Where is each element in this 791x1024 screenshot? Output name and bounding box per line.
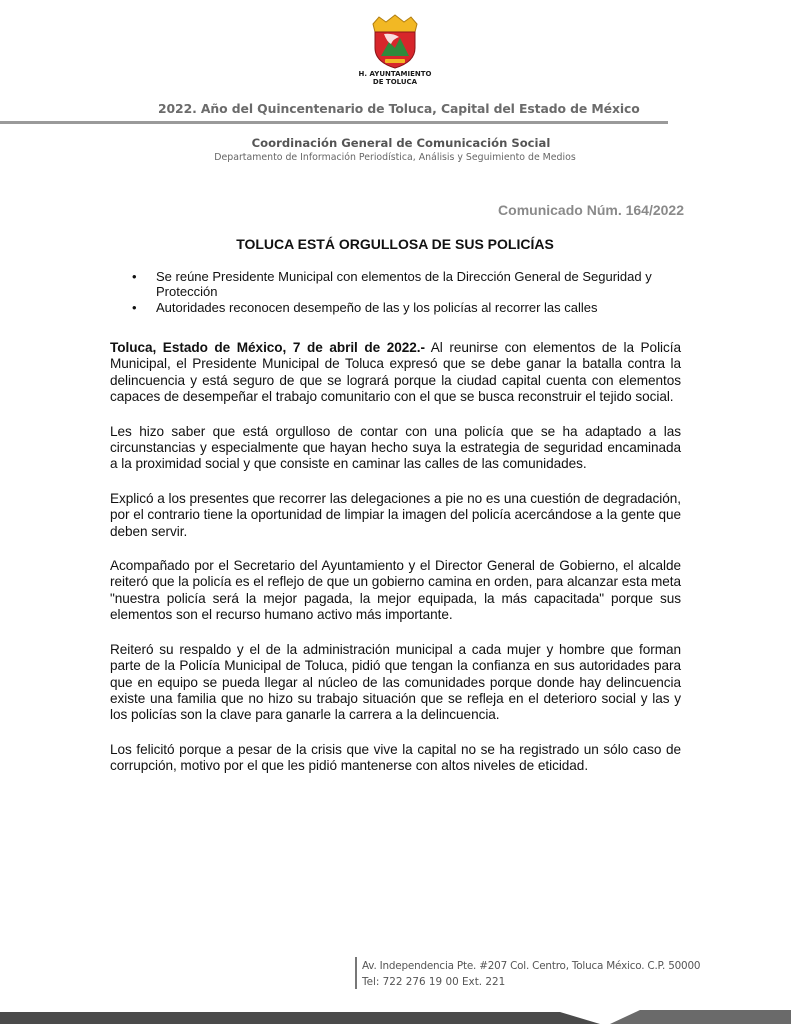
year-slogan: 2022. Año del Quincentenario de Toluca, Capital del Estado de México [158,101,640,116]
summary-bullet: • Se reúne Presidente Municipal con elementos de la Dirección General de Seguridad y Protección [130,270,690,299]
footer-decoration [0,1010,791,1024]
summary-bullet: • Autoridades reconocen desempeño de las y los policías al recorrer las calles [130,301,690,316]
body-paragraph: Acompañado por el Secretario del Ayuntamiento y el Director General de Gobierno, el alcalde reiteró que la policía es el reflejo de que un gobierno camina en orden, para alcanzar esta meta "nuestra policía será la mejor pagada, la mejor equipada, la más capacitada" porque sus elementos son el recurso humano activo más importante. [110,558,681,623]
body-paragraph: Los felicitó porque a pesar de la crisis que vive la capital no se ha registrado un sólo caso de corrupción, motivo por el que les pidió mantenerse con altos niveles de eticidad. [110,741,681,774]
body-paragraph: Reiteró su respaldo y el de la administración municipal a cada mujer y hombre que forman parte de la Policía Municipal de Toluca, pidió que tengan la confianza en sus autoridades para que en equipo se pueda llegar al núcleo de las comunidades porque donde hay delincuencia existe una familia que no hizo su trabajo situación que se refleja en el deterioro social y las y los policías son la clave para ganarle la carrera a la delincuencia. [110,641,681,723]
summary-bullets [130,270,690,318]
press-release-number: Comunicado Núm. 164/2022 [498,202,684,218]
footer-address: Av. Independencia Pte. #207 Col. Centro, Toluca México. C.P. 50000 [362,960,701,972]
institution-line-1: H. AYUNTAMIENTO [358,70,432,78]
body-paragraph: Explicó a los presentes que recorrer las delegaciones a pie no es una cuestión de degradación, por el contrario tiene la oportunidad de limpiar la imagen del policía acercándose a la gente que deben servir. [110,490,681,539]
institution-name [330,70,460,86]
footer-divider [355,957,357,989]
dateline: Toluca, Estado de México, 7 de abril de 2022.- [110,340,425,355]
institution-line-2: DE TOLUCA [372,78,418,86]
press-release-headline: TOLUCA ESTÁ ORGULLOSA DE SUS POLICÍAS [236,236,554,252]
body-paragraph: Les hizo saber que está orgulloso de contar con una policía que se ha adaptado a las circunstancias y especialmente que hayan hecho suya la estrategia de seguridad encaminada a la proximidad social y que consiste en caminar las calles de las comunidades. [110,423,681,472]
body-paragraph [110,340,681,406]
press-release-body [110,340,681,793]
paragraph-text: Al reunirse con elementos de la Policía Municipal, el Presidente Municipal de Toluca expresó que se debe ganar la batalla contra la delincuencia y está seguro de que se logrará porque la ciudad capital cuenta con elementos capaces de desempeñar el trabajo comunitario con el que se busca reconstruir el tejido social. [110,340,681,405]
coordination-title: Coordinación General de Comunicación Social [251,136,551,150]
header-divider [0,121,668,124]
toluca-coat-of-arms-icon [369,14,421,70]
department-subtitle: Departamento de Información Periodística, Análisis y Seguimiento de Medios [214,152,576,163]
footer-phone: Tel: 722 276 19 00 Ext. 221 [362,976,506,988]
